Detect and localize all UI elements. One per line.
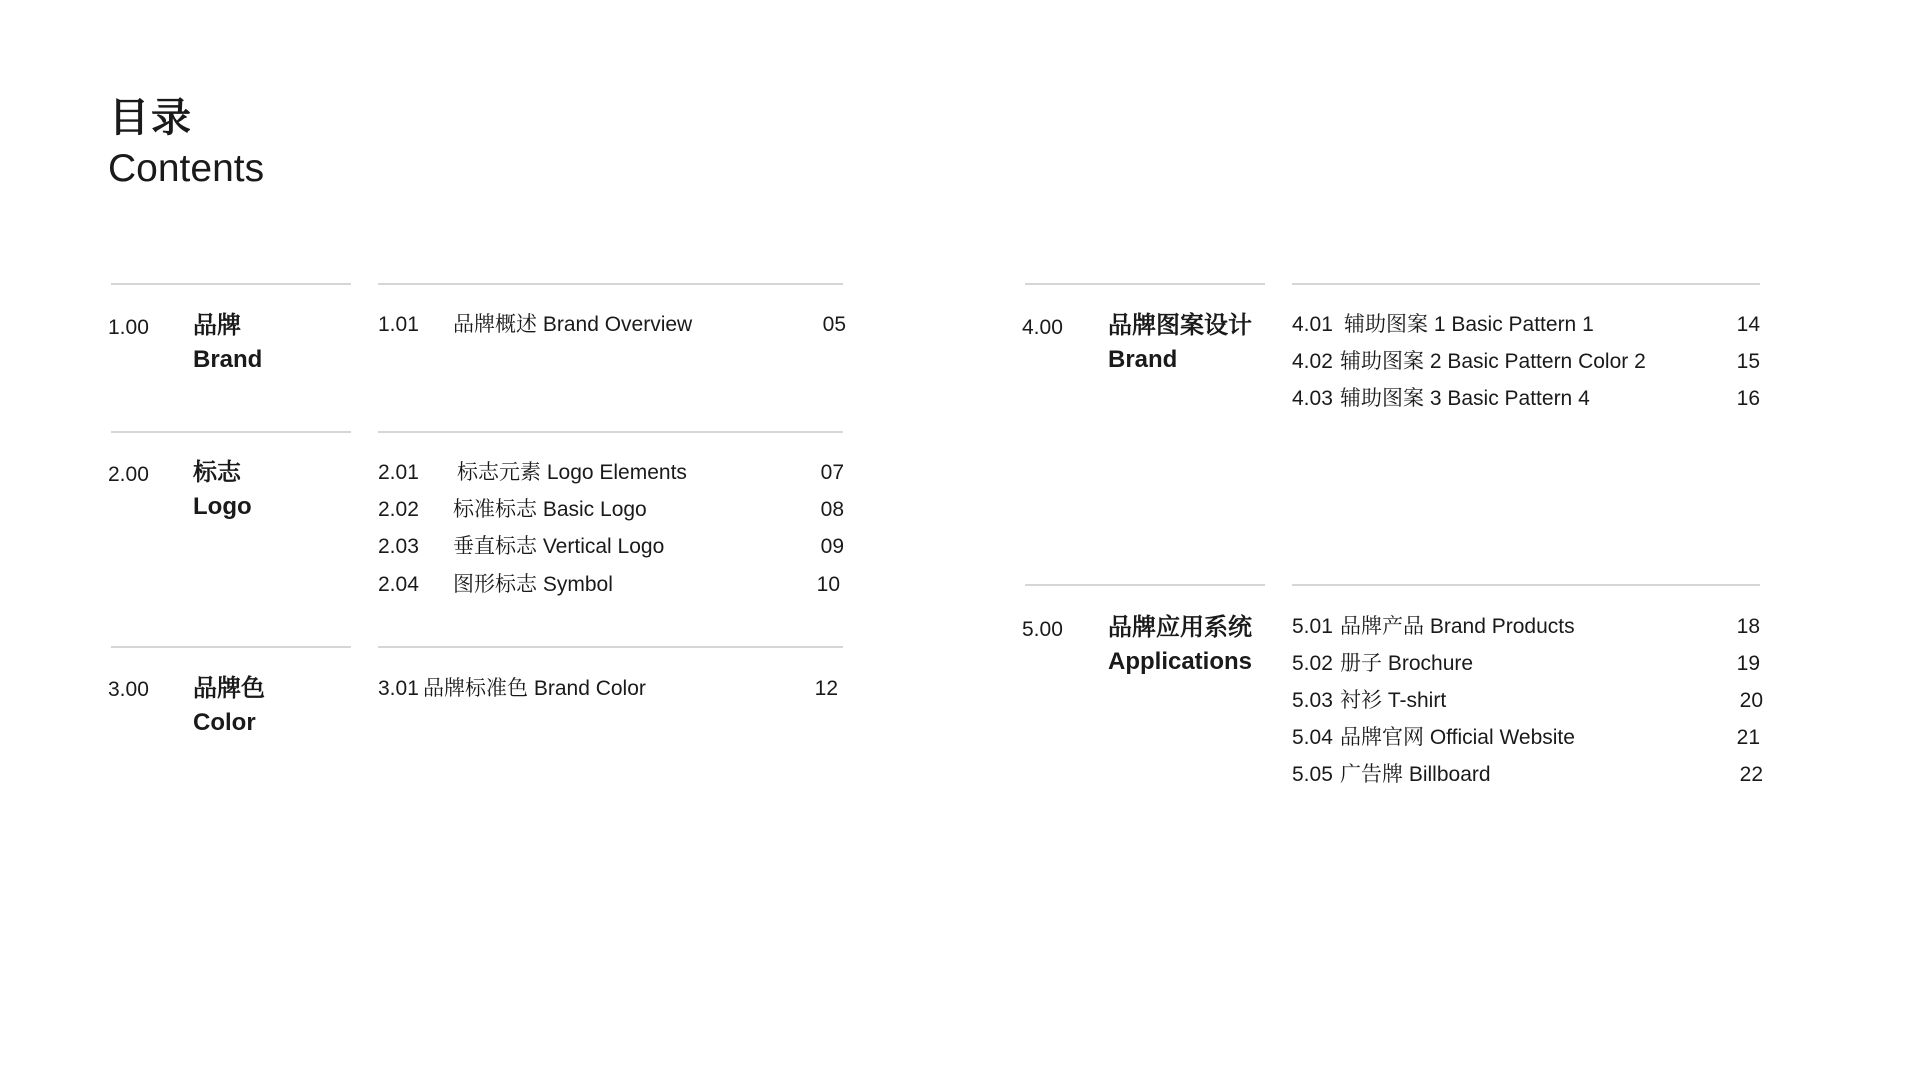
toc-entry[interactable]: [1292, 760, 1763, 790]
section-name-zh: 品牌图案设计: [1108, 312, 1252, 339]
entry-page-number: 15: [1736, 350, 1760, 373]
entry-number: 4.01: [1292, 313, 1333, 336]
section-name: [193, 456, 252, 524]
toc-entry[interactable]: [1292, 723, 1763, 753]
entry-page-number: 21: [1736, 726, 1760, 749]
entry-page-number: 18: [1736, 615, 1760, 638]
entry-label: 辅助图案 2 Basic Pattern Color 2: [1340, 350, 1646, 373]
entry-label: 垂直标志 Vertical Logo: [453, 535, 665, 558]
toc-entry[interactable]: [1292, 649, 1763, 679]
section-name: [193, 672, 265, 740]
entry-page-number: 14: [1736, 313, 1760, 336]
toc-entry[interactable]: [1292, 310, 1763, 340]
entry-page-number: 12: [814, 677, 838, 700]
section-name-zh: 品牌色: [193, 675, 265, 702]
entry-page-number: 10: [816, 573, 840, 596]
section-name: [193, 309, 262, 377]
entry-label: 辅助图案 3 Basic Pattern 4: [1340, 387, 1590, 410]
entry-label: 品牌概述 Brand Overview: [453, 313, 693, 336]
section-number: 5.00: [1022, 618, 1063, 641]
toc-entry[interactable]: [378, 674, 846, 704]
toc-entry[interactable]: [1292, 347, 1763, 377]
section-divider-left: [111, 283, 351, 285]
section-divider-right: [378, 431, 843, 433]
section-divider-right: [1292, 584, 1760, 586]
page-subtitle: Contents: [108, 147, 265, 190]
section-name-zh: 标志: [193, 459, 241, 486]
entry-number: 1.01: [378, 313, 419, 336]
section-name-zh: 品牌: [193, 312, 241, 339]
entry-number: 5.05: [1292, 763, 1333, 786]
entry-label: 品牌标准色 Brand Color: [423, 677, 646, 700]
entry-label: 品牌产品 Brand Products: [1340, 615, 1575, 638]
entry-number: 5.04: [1292, 726, 1333, 749]
section-divider-right: [378, 646, 843, 648]
entry-label: 衬衫 T-shirt: [1340, 689, 1447, 712]
section-divider-left: [1025, 584, 1265, 586]
toc-entry[interactable]: [1292, 612, 1763, 642]
section-number: 2.00: [108, 463, 149, 486]
entry-label: 品牌官网 Official Website: [1340, 726, 1575, 749]
section-number: 1.00: [108, 316, 149, 339]
entry-page-number: 05: [822, 313, 846, 336]
entry-label: 册子 Brochure: [1340, 652, 1474, 675]
entry-page-number: 16: [1736, 387, 1760, 410]
section-name-en: Brand: [193, 346, 263, 373]
toc-entry[interactable]: [378, 310, 846, 340]
entry-number: 3.01: [378, 677, 419, 700]
section-name: [1108, 309, 1252, 377]
toc-entry[interactable]: [378, 570, 846, 600]
entry-page-number: 19: [1736, 652, 1760, 675]
section-name-zh: 品牌应用系统: [1108, 614, 1252, 641]
section-name-en: Color: [193, 709, 256, 736]
section-name-en: Applications: [1108, 648, 1253, 675]
toc-entry[interactable]: [378, 495, 846, 525]
entry-page-number: 20: [1739, 689, 1763, 712]
entry-page-number: 22: [1739, 763, 1763, 786]
entry-number: 4.02: [1292, 350, 1333, 373]
entry-label: 辅助图案 1 Basic Pattern 1: [1344, 313, 1594, 336]
section-number: 3.00: [108, 678, 149, 701]
section-divider-left: [1025, 283, 1265, 285]
section-divider-right: [1292, 283, 1760, 285]
section-name-en: Brand: [1108, 346, 1178, 373]
entry-label: 标志元素 Logo Elements: [457, 461, 687, 484]
entry-number: 2.03: [378, 535, 419, 558]
toc-entry[interactable]: [1292, 384, 1763, 414]
toc-entry[interactable]: [378, 532, 846, 562]
entry-number: 2.01: [378, 461, 419, 484]
entry-page-number: 09: [820, 535, 844, 558]
toc-entry[interactable]: [1292, 686, 1763, 716]
entry-number: 5.01: [1292, 615, 1333, 638]
entry-label: 标准标志 Basic Logo: [453, 498, 647, 521]
entry-label: 图形标志 Symbol: [453, 573, 613, 596]
entry-number: 5.02: [1292, 652, 1333, 675]
entry-label: 广告牌 Billboard: [1340, 763, 1491, 786]
entry-page-number: 07: [820, 461, 844, 484]
section-name: [1108, 611, 1252, 679]
toc-entry[interactable]: [378, 458, 846, 488]
entry-number: 2.02: [378, 498, 419, 521]
entry-number: 4.03: [1292, 387, 1333, 410]
entry-number: 5.03: [1292, 689, 1333, 712]
page-title: 目录: [109, 96, 193, 140]
entry-number: 2.04: [378, 573, 419, 596]
section-divider-left: [111, 646, 351, 648]
entry-page-number: 08: [820, 498, 844, 521]
section-divider-right: [378, 283, 843, 285]
section-number: 4.00: [1022, 316, 1063, 339]
section-name-en: Logo: [193, 493, 252, 520]
section-divider-left: [111, 431, 351, 433]
